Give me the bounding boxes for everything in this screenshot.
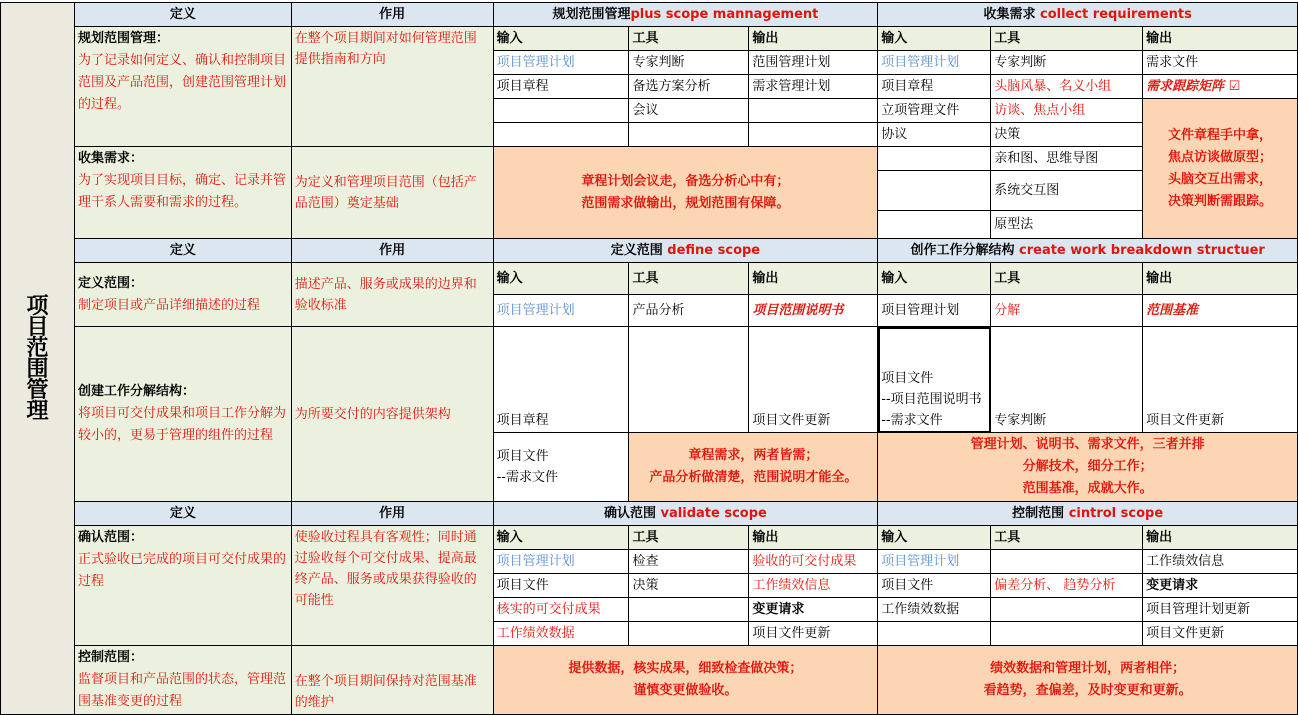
cell: 工作绩效数据 bbox=[878, 598, 991, 622]
definition-define-scope: 定义范围： 制定项目或产品详细描述的过程 bbox=[74, 263, 291, 327]
input-header: 输入 bbox=[878, 27, 991, 51]
mnemonic-create-wbs: 管理计划、说明书、需求文件，三者并排 分解技术，细分工作； 范围基准，成就大作。 bbox=[878, 433, 1298, 502]
cell bbox=[629, 327, 749, 433]
cell: 项目文件更新 bbox=[749, 327, 878, 433]
cell bbox=[878, 211, 991, 239]
mnemonic-collect-requirements: 文件章程手中拿， 焦点访谈做原型； 头脑交互出需求， 决策判断需跟踪。 bbox=[1143, 99, 1298, 239]
cell: 工作绩效数据 bbox=[493, 622, 629, 646]
process-header-validate-scope: 确认范围 validate scope bbox=[493, 502, 878, 526]
cell: 项目章程 bbox=[493, 327, 629, 433]
cell bbox=[991, 622, 1143, 646]
scope-management-table bbox=[0, 2, 1298, 715]
output-header: 输出 bbox=[749, 27, 878, 51]
cell: 原型法 bbox=[991, 211, 1143, 239]
cell: 决策 bbox=[629, 574, 749, 598]
cell bbox=[629, 598, 749, 622]
cell: 项目章程 bbox=[493, 75, 629, 99]
tool-header: 工具 bbox=[991, 263, 1143, 295]
cell: 范围基准 bbox=[1143, 295, 1298, 327]
cell: 决策 bbox=[991, 123, 1143, 147]
cell: 项目管理计划更新 bbox=[1143, 598, 1298, 622]
tool-header: 工具 bbox=[629, 263, 749, 295]
output-header: 输出 bbox=[1143, 526, 1298, 550]
cell: 工作绩效信息 bbox=[1143, 550, 1298, 574]
mnemonic-validate-scope: 提供数据，核实成果，细致检查做决策； 谨慎变更做验收。 bbox=[493, 646, 878, 715]
cell: 偏差分析、 趋势分析 bbox=[991, 574, 1143, 598]
tool-header: 工具 bbox=[991, 27, 1143, 51]
cell: 头脑风暴、名义小组 bbox=[991, 75, 1143, 99]
cell bbox=[493, 123, 629, 147]
role-plan-scope: 在整个项目期间对如何管理范围提供指南和方向 bbox=[291, 27, 493, 147]
cell: 项目文件 --需求文件 bbox=[493, 433, 629, 502]
cell bbox=[629, 622, 749, 646]
cell: 工作绩效信息 bbox=[749, 574, 878, 598]
cell: 专家判断 bbox=[629, 51, 749, 75]
role-control-scope: 在整个项目期间保持对范围基准的维护 bbox=[291, 646, 493, 715]
col-header-definition: 定义 bbox=[74, 3, 291, 27]
cell bbox=[878, 171, 991, 211]
role-define-scope: 描述产品、服务或成果的边界和验收标准 bbox=[291, 263, 493, 327]
cell: 项目文件更新 bbox=[1143, 327, 1298, 433]
tool-header: 工具 bbox=[629, 526, 749, 550]
cell: 项目文件 bbox=[493, 574, 629, 598]
cell: 项目章程 bbox=[878, 75, 991, 99]
col-header-role: 作用 bbox=[291, 239, 493, 263]
cell: 需求文件 bbox=[1143, 51, 1298, 75]
mnemonic-plan-scope: 章程计划会议走，备选分析心中有； 范围需求做输出，规划范围有保障。 bbox=[493, 147, 878, 239]
input-header: 输入 bbox=[493, 263, 629, 295]
cell bbox=[749, 99, 878, 123]
col-header-role: 作用 bbox=[291, 3, 493, 27]
cell: 分解 bbox=[991, 295, 1143, 327]
mnemonic-define-scope: 章程需求，两者皆需； 产品分析做清楚，范围说明才能全。 bbox=[629, 433, 878, 502]
cell: 项目管理计划 bbox=[493, 550, 629, 574]
definition-create-wbs: 创建工作分解结构： 将项目可交付成果和项目工作分解为较小的，更易于管理的组件的过程 bbox=[74, 327, 291, 502]
cell: 亲和图、思维导图 bbox=[991, 147, 1143, 171]
cell: 专家判断 bbox=[991, 51, 1143, 75]
cell: 访谈、焦点小组 bbox=[991, 99, 1143, 123]
tool-header: 工具 bbox=[629, 27, 749, 51]
definition-validate-scope: 确认范围： 正式验收已完成的项目可交付成果的过程 bbox=[74, 526, 291, 646]
process-header-define-scope: 定义范围 define scope bbox=[493, 239, 878, 263]
cell-selected[interactable]: 项目文件 --项目范围说明书 --需求文件 bbox=[878, 327, 991, 433]
process-header-collect-requirements: 收集需求 collect requirements bbox=[878, 3, 1298, 27]
cell bbox=[991, 598, 1143, 622]
output-header: 输出 bbox=[1143, 263, 1298, 295]
cell: 需求管理计划 bbox=[749, 75, 878, 99]
input-header: 输入 bbox=[878, 526, 991, 550]
role-validate-scope: 使验收过程具有客观性；同时通过验收每个可交付成果、提高最终产品、服务或成果获得验收的可能性 bbox=[291, 526, 493, 646]
input-header: 输入 bbox=[493, 526, 629, 550]
cell: 专家判断 bbox=[991, 327, 1143, 433]
cell: 协议 bbox=[878, 123, 991, 147]
cell: 检查 bbox=[629, 550, 749, 574]
cell bbox=[878, 622, 991, 646]
cell: 会议 bbox=[629, 99, 749, 123]
cell: 系统交互图 bbox=[991, 171, 1143, 211]
process-header-control-scope: 控制范围 cintrol scope bbox=[878, 502, 1298, 526]
cell: 项目管理计划 bbox=[878, 550, 991, 574]
cell bbox=[749, 123, 878, 147]
cell: 变更请求 bbox=[1143, 574, 1298, 598]
cell bbox=[991, 550, 1143, 574]
cell: 项目管理计划 bbox=[493, 295, 629, 327]
cell bbox=[878, 147, 991, 171]
process-header-create-wbs: 创作工作分解结构 create work breakdown structuer bbox=[878, 239, 1298, 263]
cell: 项目管理计划 bbox=[878, 51, 991, 75]
role-create-wbs: 为所要交付的内容提供架构 bbox=[291, 327, 493, 502]
definition-plan-scope: 规划范围管理： 为了记录如何定义、确认和控制项目范围及产品范围，创建范围管理计划的过程。 bbox=[74, 27, 291, 147]
input-header: 输入 bbox=[878, 263, 991, 295]
cell: 验收的可交付成果 bbox=[749, 550, 878, 574]
cell: 项目管理计划 bbox=[493, 51, 629, 75]
cell: 项目管理计划 bbox=[878, 295, 991, 327]
cell: 项目范围说明书 bbox=[749, 295, 878, 327]
input-header: 输入 bbox=[493, 27, 629, 51]
col-header-definition: 定义 bbox=[74, 239, 291, 263]
cell: 项目文件更新 bbox=[1143, 622, 1298, 646]
cell: 范围管理计划 bbox=[749, 51, 878, 75]
cell: 项目文件更新 bbox=[749, 622, 878, 646]
process-header-plan-scope: 规划范围管理plus scope mannagement bbox=[493, 3, 878, 27]
col-header-role: 作用 bbox=[291, 502, 493, 526]
mnemonic-control-scope: 绩效数据和管理计划，两者相伴； 看趋势，查偏差，及时变更和更新。 bbox=[878, 646, 1298, 715]
definition-collect-requirements: 收集需求： 为了实现项目目标，确定、记录并管理干系人需要和需求的过程。 bbox=[74, 147, 291, 239]
tool-header: 工具 bbox=[991, 526, 1143, 550]
cell: 立项管理文件 bbox=[878, 99, 991, 123]
cell bbox=[493, 99, 629, 123]
page-title: 项目范围管理 bbox=[1, 3, 75, 715]
cell: 项目文件 bbox=[878, 574, 991, 598]
output-header: 输出 bbox=[749, 526, 878, 550]
cell: 产品分析 bbox=[629, 295, 749, 327]
output-header: 输出 bbox=[749, 263, 878, 295]
cell: 变更请求 bbox=[749, 598, 878, 622]
cell bbox=[629, 123, 749, 147]
output-header: 输出 bbox=[1143, 27, 1298, 51]
cell: 需求跟踪矩阵 ☑ bbox=[1143, 75, 1298, 99]
definition-control-scope: 控制范围： 监督项目和产品范围的状态，管理范围基准变更的过程 bbox=[74, 646, 291, 715]
role-collect-requirements: 为定义和管理项目范围（包括产品范围）奠定基础 bbox=[291, 147, 493, 239]
cell: 备选方案分析 bbox=[629, 75, 749, 99]
col-header-definition: 定义 bbox=[74, 502, 291, 526]
cell: 核实的可交付成果 bbox=[493, 598, 629, 622]
